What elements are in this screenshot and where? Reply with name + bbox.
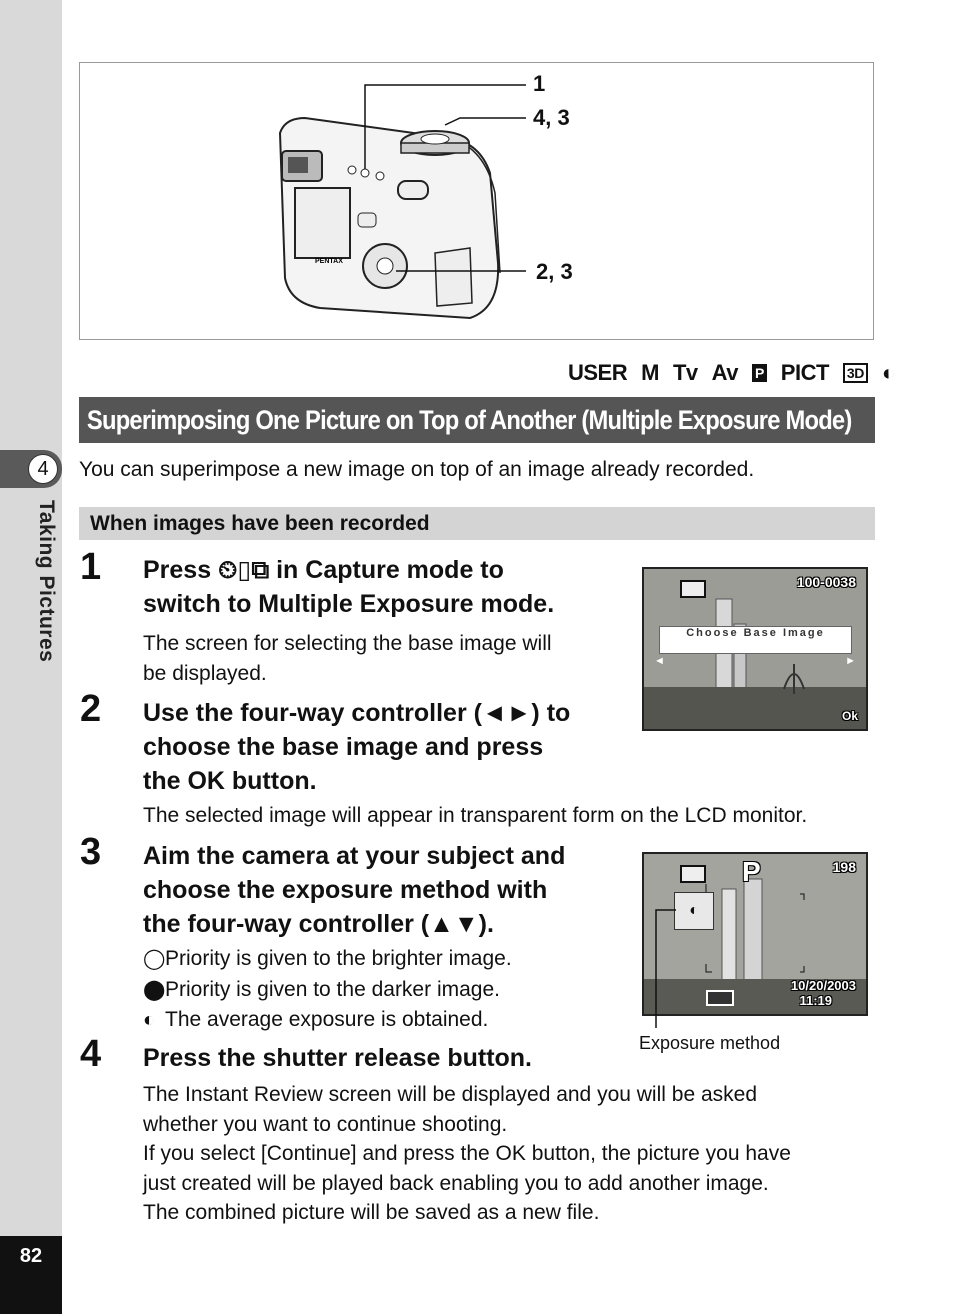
- file-number: 100-0038: [796, 574, 856, 590]
- mode-user: USER: [568, 360, 628, 385]
- subheading-bar: [79, 507, 875, 540]
- step-4-body-line: The Instant Review screen will be displayed and you will be asked: [143, 1083, 757, 1106]
- option-average: [143, 1005, 512, 1036]
- brighter-priority-icon: ◯: [143, 948, 166, 970]
- step-1-body: [143, 629, 552, 688]
- image-mode-icon: [680, 865, 706, 883]
- step-2-heading: [143, 696, 570, 798]
- step-4-heading: [143, 1041, 532, 1075]
- mode-m: M: [641, 360, 659, 385]
- brand-label: PENTAX: [315, 258, 343, 265]
- prompt-box: [659, 626, 852, 654]
- average-exposure-icon: ◐: [143, 1009, 156, 1031]
- camera-figure: [79, 62, 874, 340]
- chapter-number: 4: [28, 454, 58, 484]
- subheading: When images have been recorded: [90, 512, 430, 535]
- exposure-leader-line: [640, 900, 700, 1030]
- exposure-method-caption: Exposure method: [639, 1033, 781, 1053]
- mode-3d: 3D: [843, 363, 868, 383]
- section-title: Superimposing One Picture on Top of Another (Multiple Exposure Mode): [86, 405, 852, 435]
- darker-priority-icon: ⬤: [143, 978, 166, 1001]
- camera-illustration: [80, 63, 873, 339]
- step-2-body: [143, 801, 807, 831]
- program-mode-label: P: [742, 856, 761, 887]
- step-1-body-line: The screen for selecting the base image will: [143, 632, 552, 655]
- available-modes: [568, 360, 895, 386]
- option-text: The average exposure is obtained.: [165, 1008, 489, 1031]
- step-4-number: 4: [80, 1033, 102, 1075]
- step-4-body-line: The combined picture will be saved as a new file.: [143, 1201, 600, 1224]
- option-darker: [143, 975, 512, 1006]
- step-1-body-line: be displayed.: [143, 661, 267, 685]
- choose-base-prompt: Choose Base Image: [686, 627, 825, 639]
- step-1-heading-line: switch to Multiple Exposure mode.: [143, 590, 555, 618]
- image-mode-icon: [680, 580, 706, 598]
- callout-2-3: 2, 3: [536, 259, 573, 284]
- mode-pict: PICT: [780, 360, 829, 385]
- step-2-heading-line: the OK button.: [143, 767, 317, 795]
- intro-text: You can superimpose a new image on top of an image already recorded.: [79, 458, 755, 481]
- step-4-body: [143, 1080, 791, 1228]
- step-4-body-line: whether you want to continue shooting.: [143, 1112, 508, 1136]
- step-3-heading-line: the four-way controller (▲▼).: [143, 910, 494, 938]
- step-4-body-line: just created will be played back enabling you to add another image.: [143, 1171, 769, 1195]
- step-3-heading-line: choose the exposure method with: [143, 876, 548, 904]
- step-1-heading-line: Press ⏲▯⧉ in Capture mode to: [143, 556, 504, 584]
- chapter-title: Taking Pictures: [35, 500, 58, 663]
- right-arrow-icon: ►: [845, 655, 856, 667]
- average-exposure-symbol: ◐: [689, 902, 699, 919]
- option-brighter: [143, 944, 512, 975]
- step-2-body-line: The selected image will appear in transparent form on the LCD monitor.: [143, 804, 808, 827]
- exposure-options: [143, 944, 512, 1036]
- step-3-heading-line: Aim the camera at your subject and: [143, 842, 566, 870]
- mode-tv: Tv: [672, 360, 698, 385]
- callout-4-3: 4, 3: [533, 105, 570, 130]
- option-text: Priority is given to the brighter image.: [165, 947, 512, 970]
- step-4-body-line: If you select [Continue] and press the OK button, the picture you have: [143, 1142, 791, 1165]
- step-3-number: 3: [80, 831, 102, 873]
- step-3-heading: [143, 839, 565, 941]
- battery-icon: [706, 990, 734, 1006]
- mode-p: P: [752, 364, 767, 382]
- option-text: Priority is given to the darker image.: [165, 977, 500, 1001]
- shots-remaining: 198: [832, 859, 856, 875]
- ok-label: Ok: [841, 709, 858, 723]
- callout-1: 1: [533, 71, 546, 96]
- step-2-heading-line: choose the base image and press: [143, 733, 544, 761]
- step-4-heading-line: Press the shutter release button.: [143, 1044, 533, 1072]
- mode-av: Av: [711, 360, 738, 385]
- mode-multiple-exposure: ◐: [881, 360, 895, 385]
- step-1-heading: [143, 553, 554, 621]
- step-2-number: 2: [80, 688, 102, 730]
- page-number: 82: [19, 1245, 43, 1267]
- lcd-screen-choose-base: [642, 567, 868, 731]
- step-1-number: 1: [80, 546, 102, 588]
- step-2-heading-line: Use the four-way controller (◄►) to: [143, 699, 571, 727]
- section-title-bar: [79, 397, 875, 443]
- time-display: 11:19: [799, 993, 832, 1008]
- date-display: 10/20/2003: [790, 978, 856, 993]
- left-arrow-icon: ◄: [654, 655, 665, 667]
